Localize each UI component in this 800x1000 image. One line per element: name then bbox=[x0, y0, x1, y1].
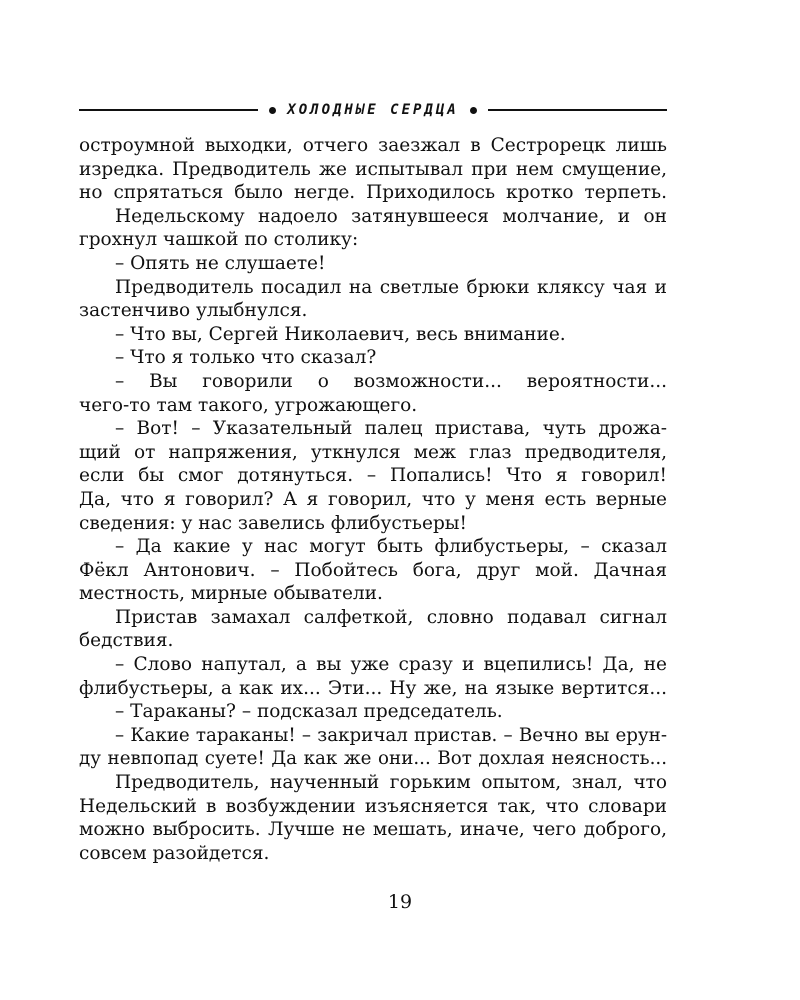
header-rule-left bbox=[79, 109, 258, 111]
text-line: остроумной выходки, отчего заезжал в Сестрорецк лишь bbox=[79, 135, 667, 156]
text-line: – Тараканы? – подсказал председатель. bbox=[115, 701, 503, 723]
text-line: – Какие тараканы! – закричал пристав. – Вечно вы ерун- bbox=[115, 724, 667, 746]
text-line: но спрятаться было негде. Приходилось кротко терпеть. bbox=[79, 182, 667, 204]
text-line: – Слово напутал, а вы уже сразу и вцепились! Да, не bbox=[115, 654, 667, 676]
text-line: Фёкл Антонович. – Побойтесь бога, друг мой. Дачная bbox=[79, 559, 667, 581]
text-line: можно выбросить. Лучше не мешать, иначе, чего доброго, bbox=[79, 819, 667, 841]
text-line: Пристав замахал салфеткой, словно подавал сигнал bbox=[115, 606, 667, 628]
text-line: Предводитель, наученный горьким опытом, знал, что bbox=[115, 772, 667, 794]
text-line: щий от напряжения, уткнулся меж глаз предводителя, bbox=[79, 441, 667, 463]
header-rule-right bbox=[488, 109, 667, 111]
text-line: изредка. Предводитель же испытывал при нем смущение, bbox=[79, 158, 667, 180]
text-line: – Что я только что сказал? bbox=[115, 347, 377, 369]
text-line: Недельский в возбуждении изъясняется так, что словари bbox=[79, 795, 667, 817]
text-line: грохнул чашкой по столику: bbox=[79, 229, 359, 251]
text-line: чего-то там такого, угрожающего. bbox=[79, 394, 418, 416]
text-line: – Да какие у нас могут быть флибустьеры, – сказал bbox=[115, 536, 667, 558]
text-line: бедствия. bbox=[79, 630, 174, 652]
text-line: ду невпопад суете! Да как же они... Вот дохлая неясность... bbox=[79, 748, 667, 770]
text-line: – Что вы, Сергей Николаевич, весь внимание. bbox=[115, 323, 566, 345]
text-line: местность, мирные обыватели. bbox=[79, 583, 383, 605]
text-line: – Вы говорили о возможности... вероятности... bbox=[115, 370, 667, 392]
page-number: 19 bbox=[387, 891, 413, 913]
body-text bbox=[79, 134, 667, 865]
text-line: Недельскому надоело затянувшееся молчание, и он bbox=[115, 205, 667, 227]
header-bullet-left bbox=[269, 107, 276, 114]
text-line: – Опять не слушаете! bbox=[115, 252, 326, 274]
text-line: застенчиво улыбнулся. bbox=[79, 300, 308, 322]
text-line: флибустьеры, а как их... Эти... Ну же, на языке вертится... bbox=[79, 677, 667, 699]
header-bullet-right bbox=[470, 107, 477, 114]
text-line: – Вот! – Указательный палец пристава, чуть дрожа- bbox=[115, 418, 667, 440]
running-title: ХОЛОДНЫЕ СЕРДЦА bbox=[287, 102, 459, 118]
text-line: Предводитель посадил на светлые брюки кляксу чая и bbox=[115, 276, 667, 298]
text-line: если бы смог дотянуться. – Попались! Что я говорил! bbox=[79, 465, 667, 487]
text-line: совсем разойдется. bbox=[79, 842, 270, 864]
text-line: сведения: у нас завелись флибустьеры! bbox=[79, 512, 467, 534]
text-line: Да, что я говорил? А я говорил, что у меня есть верные bbox=[79, 488, 667, 510]
running-header bbox=[79, 97, 667, 123]
